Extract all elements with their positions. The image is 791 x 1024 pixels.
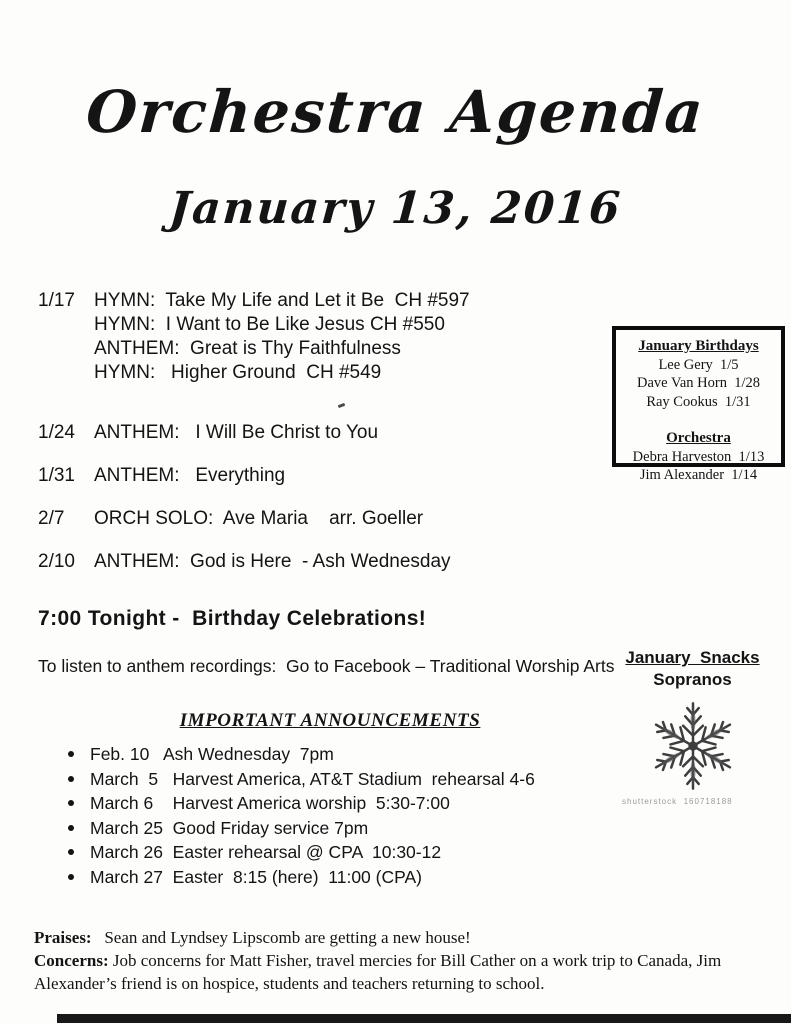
tonight-heading: 7:00 Tonight - Birthday Celebrations! (38, 607, 427, 630)
announcement-item (68, 818, 608, 839)
agenda-row-2-7 (38, 507, 423, 531)
agenda-row-2-10 (38, 550, 451, 574)
agenda-date: 2/7 (38, 508, 65, 529)
agenda-lines (94, 550, 451, 574)
bullet-icon (68, 800, 74, 806)
birthday-entry: Jim Alexander 1/14 (639, 467, 758, 483)
announcements-list (68, 744, 608, 891)
prayer-section (34, 926, 782, 995)
announcement-item (68, 744, 608, 765)
announcement-text: March 5 Harvest America, AT&T Stadium rehearsal 4-6 (90, 768, 535, 789)
agenda-date: 2/10 (38, 551, 75, 572)
agenda-date: 1/17 (38, 290, 75, 311)
agenda-line: HYMN: Higher Ground CH #549 (94, 362, 382, 383)
agenda-line: ORCH SOLO: Ave Maria arr. Goeller (94, 508, 424, 529)
agenda-lines (94, 464, 285, 488)
scan-artifact-bottom-bar (57, 1014, 791, 1023)
page-title: Orchestra Agenda (84, 78, 707, 146)
announcement-item (68, 842, 608, 863)
bullet-icon (68, 825, 74, 831)
agenda-line: ANTHEM: I Will Be Christ to You (94, 422, 379, 443)
announcement-item (68, 793, 608, 814)
birthday-entry: Ray Cookus 1/31 (646, 393, 751, 410)
agenda-date: 1/24 (38, 422, 75, 443)
agenda-row-1-24 (38, 421, 378, 445)
bullet-icon (68, 751, 74, 757)
birthdays-box-subtitle: Orchestra (666, 430, 731, 446)
agenda-line: HYMN: Take My Life and Let it Be CH #597 (94, 290, 470, 311)
birthday-entry: Lee Gery 1/5 (658, 356, 739, 373)
spacer (616, 411, 781, 429)
agenda-row-1-17 (38, 289, 470, 385)
announcement-text: March 27 Easter 8:15 (here) 11:00 (CPA) (90, 866, 422, 887)
january-birthdays-box (612, 326, 785, 483)
recordings-note: To listen to anthem recordings: Go to Facebook – Traditional Worship Arts (38, 656, 615, 676)
agenda-lines (94, 289, 470, 385)
announcement-item (68, 867, 608, 888)
praises-line (34, 926, 782, 949)
agenda-line: ANTHEM: God is Here - Ash Wednesday (94, 551, 451, 572)
announcement-text: March 26 Easter rehearsal @ CPA 10:30-12 (90, 842, 442, 862)
snowflake-icon (610, 694, 775, 803)
agenda-line: ANTHEM: Everything (94, 465, 286, 486)
praises-label: Praises: (34, 928, 92, 947)
stock-photo-watermark: shutterstock 160718188 (622, 797, 733, 806)
snacks-title: January Snacks (625, 648, 760, 667)
announcement-text: March 25 Good Friday service 7pm (90, 817, 369, 838)
praises-text: Sean and Lyndsey Lipscomb are getting a new house! (91, 928, 471, 947)
scan-artifact-tick (338, 403, 346, 408)
announcement-text: March 6 Harvest America worship 5:30-7:00 (90, 793, 450, 813)
concerns-text: Job concerns for Matt Fisher, travel mercies for Bill Cather on a work trip to Canada, Jim Alexander’s friend is on hospice, students and teachers returning to school. (34, 951, 725, 993)
snacks-group: Sopranos (653, 670, 732, 689)
page-date: January 13, 2016 (167, 183, 624, 234)
birthday-entry: Dave Van Horn 1/28 (637, 375, 760, 391)
birthday-entry: Debra Harveston 1/13 (632, 448, 765, 465)
concerns-label: Concerns: (34, 951, 109, 970)
agenda-lines (94, 507, 423, 531)
bullet-icon (68, 849, 74, 855)
announcements-title: IMPORTANT ANNOUNCEMENTS (179, 710, 481, 731)
agenda-line: ANTHEM: Great is Thy Faithfulness (94, 338, 401, 359)
agenda-date: 1/31 (38, 465, 75, 486)
agenda-line: HYMN: I Want to Be Like Jesus CH #550 (94, 314, 445, 335)
announcement-item (68, 769, 608, 790)
concerns-line (34, 949, 782, 995)
agenda-row-1-31 (38, 464, 285, 488)
bullet-icon (68, 874, 74, 880)
birthdays-box-title: January Birthdays (638, 338, 759, 354)
agenda-lines (94, 421, 378, 445)
announcement-text: Feb. 10 Ash Wednesday 7pm (90, 744, 334, 764)
january-snacks-section (610, 648, 775, 806)
bullet-icon (68, 776, 74, 782)
